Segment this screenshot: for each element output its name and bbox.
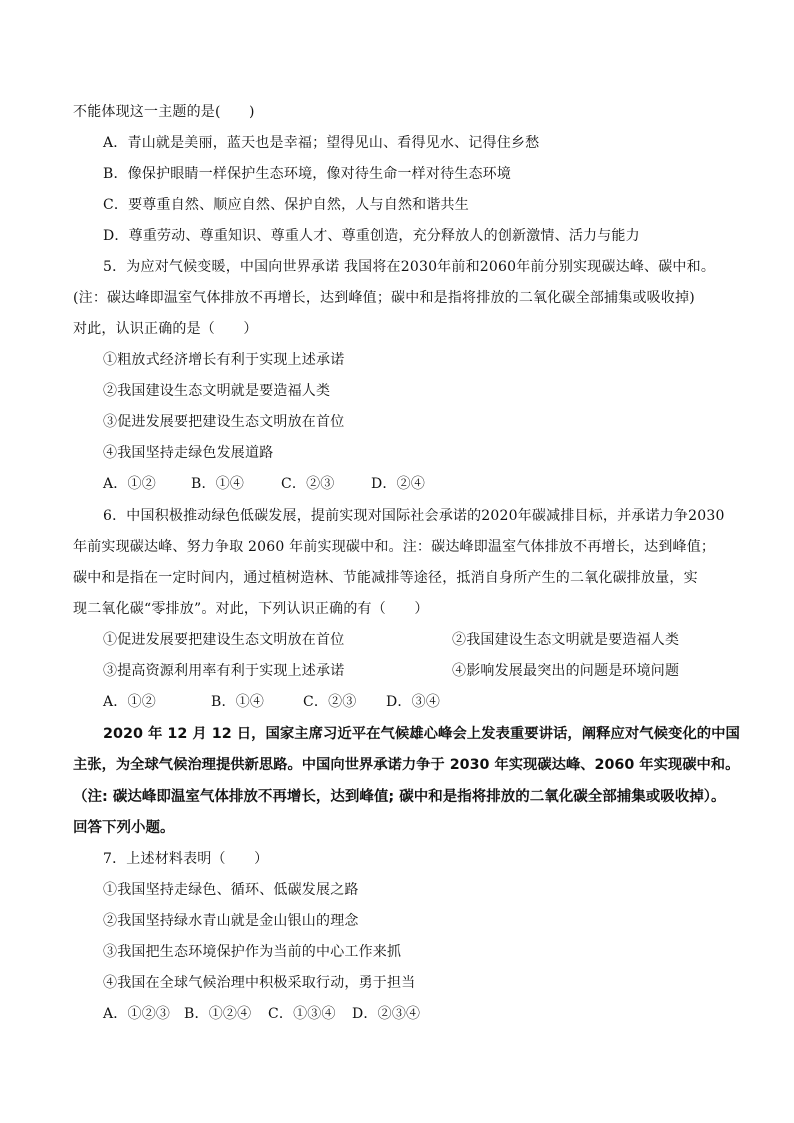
q5-statement-2: ②我国建设生态文明就是要造福人类 bbox=[103, 383, 331, 399]
q6-statement-1: ①促进发展要把建设生态文明放在首位 bbox=[103, 632, 345, 648]
q6-choice-b: B．①④ bbox=[211, 694, 265, 710]
q6-stem-line-2: 年前实现碳达峰、努力争取 2060 年前实现碳中和。注：碳达峰即温室气体排放不再增长，达到峰值； bbox=[73, 539, 716, 555]
q5-statement-1: ①粗放式经济增长有利于实现上述承诺 bbox=[103, 352, 345, 368]
q5-stem-line-3: 对此，认识正确的是（ ） bbox=[73, 321, 258, 337]
q7-choice-b: B．①②④ bbox=[184, 1006, 252, 1022]
q6-stem-line-3: 碳中和是指在一定时间内，通过植树造林、节能减排等途径，抵消自身所产生的二氧化碳排放量，实 bbox=[73, 570, 698, 586]
q4-option-a: A．青山就是美丽，蓝天也是幸福；望得见山、看得见水、记得住乡愁 bbox=[103, 135, 540, 151]
q7-choice-a: A．①②③ bbox=[103, 1006, 171, 1022]
q6-choice-c: C．②③ bbox=[303, 694, 357, 710]
q5-statement-3: ③促进发展要把建设生态文明放在首位 bbox=[103, 414, 345, 430]
q5-stem-line-1: 5．为应对气候变暖，中国向世界承诺 我国将在2030年前和2060年前分别实现碳达峰、碳中和。 bbox=[103, 259, 716, 275]
q4-option-b: B．像保护眼睛一样保护生态环境，像对待生命一样对待生态环境 bbox=[103, 166, 512, 182]
q5-choice-c: C．②③ bbox=[281, 476, 335, 492]
q6-statement-4: ④影响发展最突出的问题是环境问题 bbox=[452, 663, 680, 679]
q5-stem-line-2: (注：碳达峰即温室气体排放不再增长，达到峰值；碳中和是指将排放的二氧化碳全部捕集或吸收掉) bbox=[73, 290, 695, 306]
q6-choice-d: D．③④ bbox=[386, 694, 441, 710]
q6-stem-line-4: 现二氧化碳“零排放”。对此，下列认识正确的有（ ） bbox=[73, 601, 429, 617]
q5-statement-4: ④我国坚持走绿色发展道路 bbox=[103, 445, 274, 461]
material-line-4: 回答下列小题。 bbox=[73, 820, 175, 836]
q7-stem: 7．上述材料表明（ ） bbox=[103, 851, 269, 867]
q5-choice-a: A．①② bbox=[103, 476, 156, 492]
q6-statement-3: ③提高资源利用率有利于实现上述承诺 bbox=[103, 663, 345, 679]
q6-choice-a: A．①② bbox=[103, 694, 156, 710]
material-line-2: 主张，为全球气候治理提供新思路。中国向世界承诺力争于 2030 年实现碳达峰、2060 年实现碳中和。 bbox=[73, 757, 740, 773]
q7-statement-2: ②我国坚持绿水青山就是金山银山的理念 bbox=[103, 913, 359, 929]
q5-choice-d: D．②④ bbox=[371, 476, 426, 492]
q5-choice-b: B．①④ bbox=[191, 476, 245, 492]
material-line-1: 2020 年 12 月 12 日，国家主席习近平在气候雄心峰会上发表重要讲话，阐释应对气候变化的中国 bbox=[103, 726, 740, 742]
q7-choice-d: D．②③④ bbox=[352, 1006, 421, 1022]
q7-choice-c: C．①③④ bbox=[268, 1006, 336, 1022]
q6-stem-line-1: 6．中国积极推动绿色低碳发展，提前实现对国际社会承诺的2020年碳减排目标，并承诺力争2030 bbox=[103, 508, 725, 524]
q7-statement-4: ④我国在全球气候治理中积极采取行动，勇于担当 bbox=[103, 975, 416, 991]
q4-option-d: D．尊重劳动、尊重知识、尊重人才、尊重创造，充分释放人的创新激情、活力与能力 bbox=[103, 228, 640, 244]
q4-stem-tail: 不能体现这一主题的是( ) bbox=[73, 104, 255, 120]
q6-statement-2: ②我国建设生态文明就是要造福人类 bbox=[452, 632, 680, 648]
q7-statement-3: ③我国把生态环境保护作为当前的中心工作来抓 bbox=[103, 944, 402, 960]
material-line-3: （注: 碳达峰即温室气体排放不再增长，达到峰值; 碳中和是指将排放的二氧化碳全部捕集或吸收掉）。 bbox=[73, 789, 726, 805]
q4-option-c: C．要尊重自然、顺应自然、保护自然，人与自然和谐共生 bbox=[103, 197, 469, 213]
q7-statement-1: ①我国坚持走绿色、循环、低碳发展之路 bbox=[103, 882, 359, 898]
